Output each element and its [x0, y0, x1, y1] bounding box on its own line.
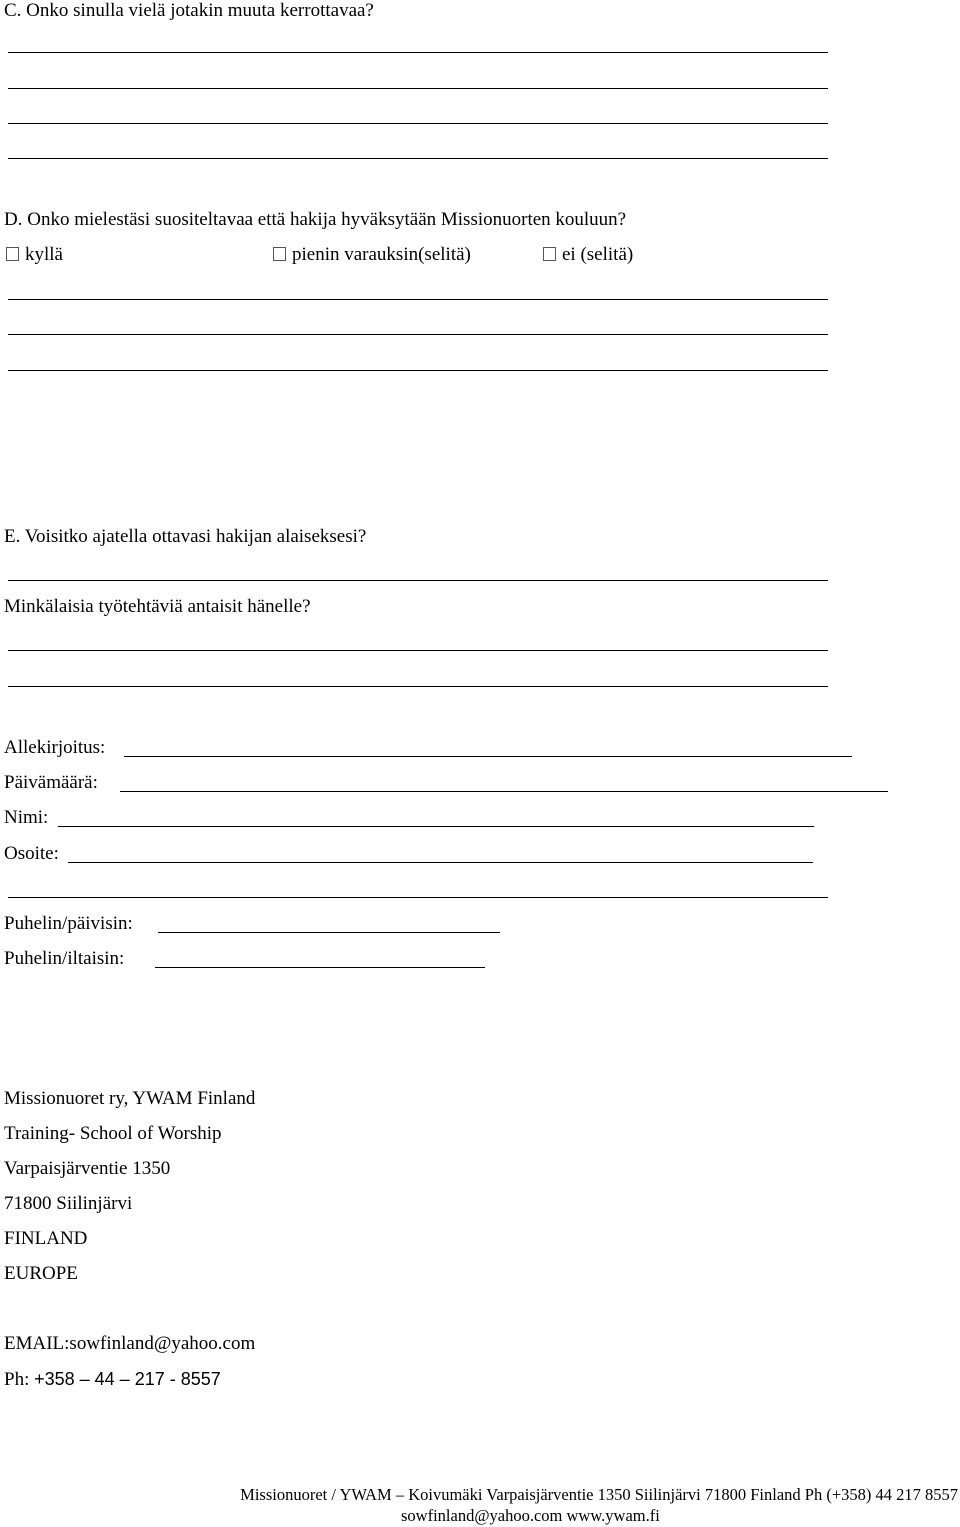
option-with-reservations-label: pienin varauksin(selitä) — [292, 244, 471, 265]
contact-phone — [4, 1368, 221, 1391]
option-with-reservations[interactable] — [273, 244, 471, 266]
name-label: Nimi: — [4, 807, 49, 828]
address-label: Osoite: — [4, 843, 59, 864]
answer-line-d3[interactable] — [8, 370, 828, 371]
answer-line-e1[interactable] — [8, 580, 828, 581]
checkbox-icon[interactable] — [543, 247, 556, 261]
answer-line-c3[interactable] — [8, 123, 828, 124]
signature-field[interactable] — [124, 756, 852, 757]
checkbox-icon[interactable] — [6, 247, 19, 261]
answer-line-c1[interactable] — [8, 52, 828, 53]
address-field-1[interactable] — [68, 862, 813, 863]
option-no[interactable] — [543, 244, 633, 266]
contact-email: EMAIL:sowfinland@yahoo.com — [4, 1333, 256, 1354]
answer-line-c4[interactable] — [8, 158, 828, 159]
option-no-label: ei (selitä) — [562, 244, 634, 265]
footer-contact: sowfinland@yahoo.com www.ywam.fi — [401, 1506, 660, 1525]
footer-address: Missionuoret / YWAM – Koivumäki Varpaisjärventie 1350 Siilinjärvi 71800 Finland Ph (+358) 44 217 8557 — [240, 1485, 958, 1504]
answer-line-c2[interactable] — [8, 88, 828, 89]
address-line: Training- School of Worship — [4, 1123, 222, 1144]
question-c: C. Onko sinulla vielä jotakin muuta kerrottavaa? — [4, 0, 374, 21]
phone-day-field[interactable] — [158, 932, 500, 933]
address-line: 71800 Siilinjärvi — [4, 1193, 133, 1214]
answer-line-d2[interactable] — [8, 334, 828, 335]
address-line: EUROPE — [4, 1263, 78, 1284]
answer-line-e2[interactable] — [8, 650, 828, 651]
date-label: Päivämäärä: — [4, 772, 98, 793]
name-field[interactable] — [58, 826, 814, 827]
address-line: FINLAND — [4, 1228, 88, 1249]
answer-line-d1[interactable] — [8, 299, 828, 300]
phone-day-label: Puhelin/päivisin: — [4, 913, 133, 934]
question-e: E. Voisitko ajatella ottavasi hakijan alaiseksesi? — [4, 526, 367, 547]
date-field[interactable] — [120, 791, 888, 792]
checkbox-icon[interactable] — [273, 247, 286, 261]
contact-phone-number: +358 – 44 – 217 - 8557 — [34, 1369, 221, 1389]
address-line: Varpaisjärventie 1350 — [4, 1158, 171, 1179]
phone-evening-label: Puhelin/iltaisin: — [4, 948, 125, 969]
contact-phone-prefix: Ph: — [4, 1369, 30, 1390]
address-field-2[interactable] — [8, 897, 828, 898]
signature-label: Allekirjoitus: — [4, 737, 106, 758]
footer-line-2 — [0, 1506, 960, 1526]
footer-line-1 — [0, 1485, 960, 1505]
phone-evening-field[interactable] — [155, 967, 485, 968]
question-e-followup: Minkälaisia työtehtäviä antaisit hänelle? — [4, 596, 311, 617]
question-d: D. Onko mielestäsi suositeltavaa että hakija hyväksytään Missionuorten kouluun? — [4, 209, 627, 230]
answer-line-e3[interactable] — [8, 686, 828, 687]
option-yes-label: kyllä — [25, 244, 63, 265]
address-line: Missionuoret ry, YWAM Finland — [4, 1088, 256, 1109]
option-yes[interactable] — [6, 244, 63, 266]
